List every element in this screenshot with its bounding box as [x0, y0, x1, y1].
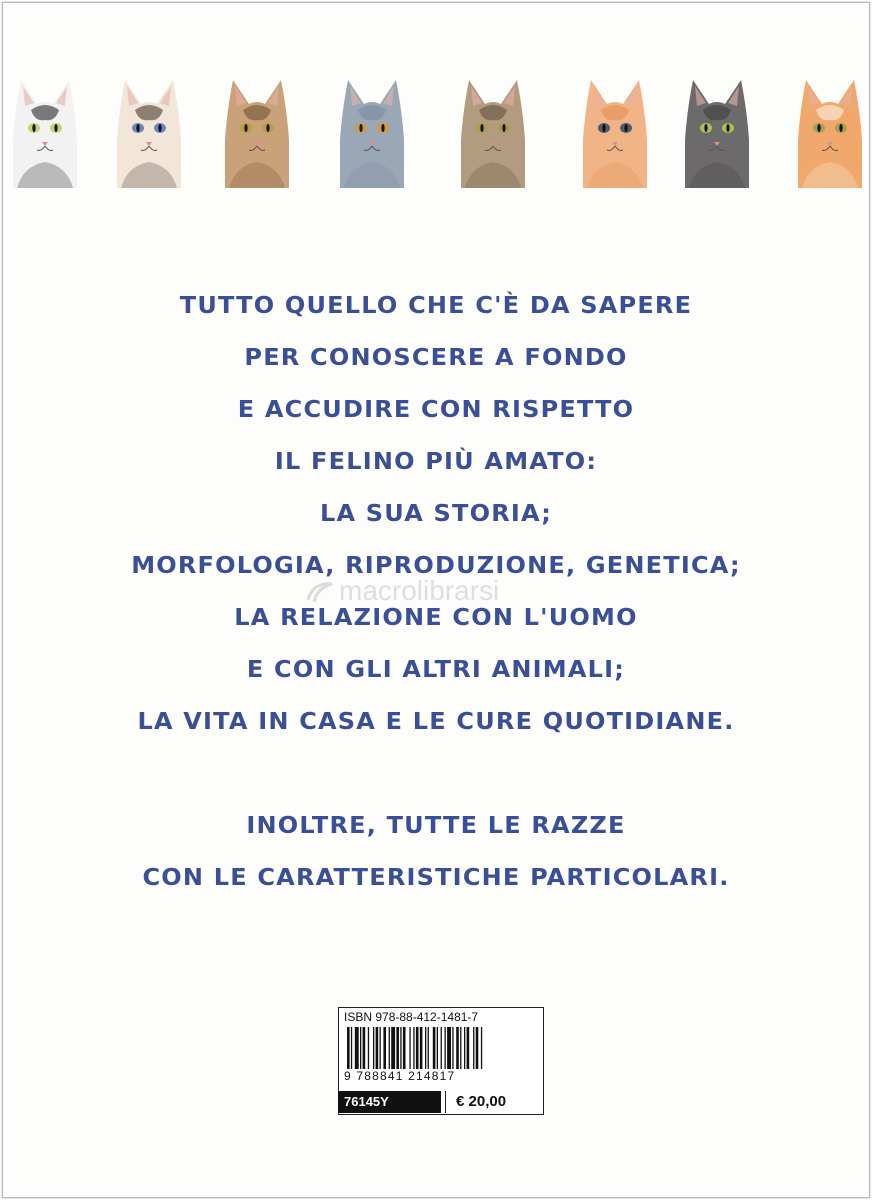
- cat-black-white-icon: [3, 70, 87, 188]
- back-cover: [2, 2, 870, 1198]
- isbn-text: ISBN 978-88-412-1481-7: [344, 1010, 479, 1024]
- blurb-spacer: [3, 753, 869, 805]
- cat-orange-kitten-icon: [573, 70, 657, 188]
- blurb-line: PER CONOSCERE A FONDO: [244, 344, 628, 371]
- blurb-line: E CON GLI ALTRI ANIMALI;: [246, 656, 626, 683]
- blurb-extra-line: INOLTRE, TUTTE LE RAZZE: [246, 812, 626, 839]
- watermark: [305, 575, 499, 607]
- blurb-line: TUTTO QUELLO CHE C'È DA SAPERE: [179, 292, 693, 319]
- blurb-line: LA RELAZIONE CON L'UOMO: [234, 604, 638, 631]
- blurb-extra-line: CON LE CARATTERISTICHE PARTICOLARI.: [142, 864, 730, 891]
- barcode-label: [338, 1007, 544, 1115]
- barcode-digits: 9 788841 214817: [344, 1069, 456, 1083]
- cat-portrait-strip: [3, 68, 869, 188]
- cat-grey-icon: [675, 70, 759, 188]
- watermark-text: macrolibrarsi: [339, 575, 500, 606]
- product-code: 76145Y: [338, 1091, 441, 1113]
- watermark-swirl-icon: [305, 580, 335, 606]
- barcode-icon: [347, 1027, 533, 1069]
- blurb-line: E ACCUDIRE CON RISPETTO: [237, 396, 635, 423]
- blurb-line: LA SUA STORIA;: [319, 500, 553, 527]
- blurb-line: LA VITA IN CASA E LE CURE QUOTIDIANE.: [137, 708, 735, 735]
- cat-ginger-white-icon: [788, 70, 872, 188]
- cat-british-blue-icon: [330, 70, 414, 188]
- cat-bengal-icon: [215, 70, 299, 188]
- cat-himalayan-icon: [107, 70, 191, 188]
- price: € 20,00: [445, 1091, 542, 1113]
- blurb-line: MORFOLOGIA, RIPRODUZIONE, GENETICA;: [131, 552, 741, 579]
- cat-tabby-icon: [451, 70, 535, 188]
- blurb-line: IL FELINO PIÙ AMATO:: [274, 448, 598, 475]
